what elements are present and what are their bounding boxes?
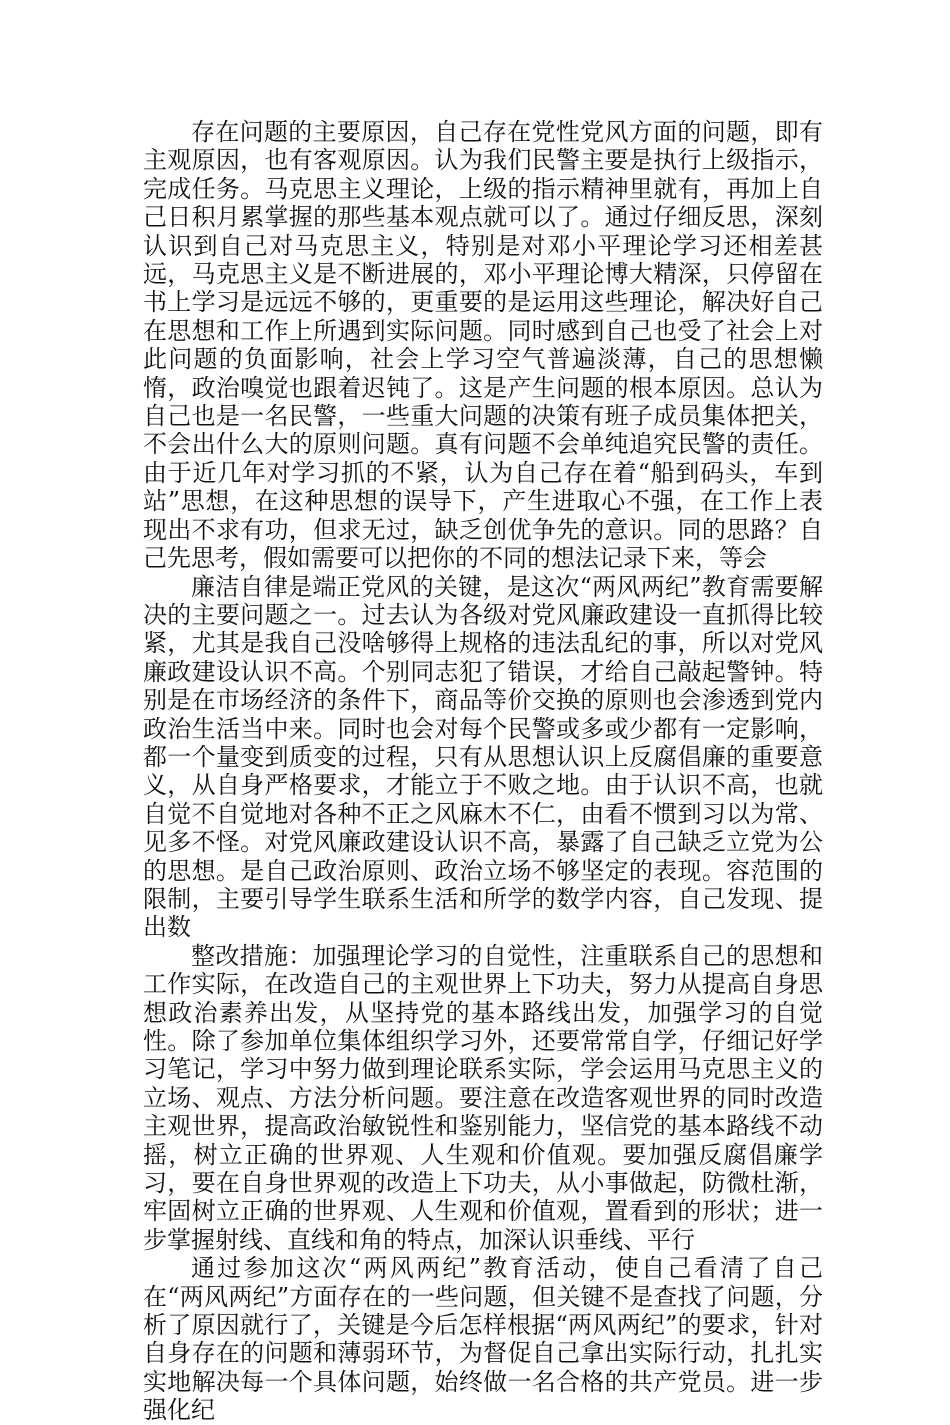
paragraph-causes: 存在问题的主要原因，自己存在党性党风方面的问题，即有主观原因，也有客观原因。认为我们民警主要是执行上级指示，完成任务。马克思主义理论，上级的指示精神里就有，再加上自己日积月累掌握的那些基本观点就可以了。通过仔细反思，深刻认识到自己对马克思主义，特别是对邓小平理论学习还相差甚远，马克思主义是不断进展的，邓小平理论博大精深，只停留在书上学习是远远不够的，更重要的是运用这些理论，解决好自己在思想和工作上所遇到实际问题。同时感到自己也受了社会上对此问题的负面影响，社会上学习空气普遍淡薄，自己的思想懒惰，政治嗅觉也跟着迟钝了。这是产生问题的根本原因。总认为自己也是一名民警，一些重大问题的决策有班子成员集体把关，不会出什么大的原则问题。真有问题不会单纯追究民警的责任。由于近几年对学习抓的不紧，认为自己存在着“船到码头，车到站”思想，在这种思想的误导下，产生进取心不强，在工作上表现出不求有功，但求无过，缺乏创优争先的意识。同的思路？自己先思考，假如需要可以把你的不同的想法记录下来，等会 xyxy=(143,118,823,573)
paragraph-rectification: 整改措施：加强理论学习的自觉性，注重联系自己的思想和工作实际，在改造自己的主观世界上下功夫，努力从提高自身思想政治素养出发，从坚持党的基本路线出发，加强学习的自觉性。除了参加单位集体组织学习外，还要常常自学，仔细记好学习笔记，学习中努力做到理论联系实际，学会运用马克思主义的立场、观点、方法分析问题。要注意在改造客观世界的同时改造主观世界，提高政治敏锐性和鉴别能力，坚信党的基本路线不动摇，树立正确的世界观、人生观和价值观。要加强反腐倡廉学习，要在自身世界观的改造上下功夫，从小事做起，防微杜渐，牢固树立正确的世界观、人生观和价值观，置看到的形状；进一步掌握射线、直线和角的特点，加深认识垂线、平行 xyxy=(143,941,823,1254)
document-body xyxy=(143,118,823,1425)
paragraph-conclusion: 通过参加这次“两风两纪”教育活动，使自己看清了自己在“两风两纪”方面存在的一些问题，但关键不是查找了问题，分析了原因就行了，关键是今后怎样根据“两风两纪”的要求，针对自身存在的问题和薄弱环节，为督促自己拿出实际行动，扎扎实实地解决每一个具体问题，始终做一名合格的共产党员。进一步强化纪 xyxy=(143,1254,823,1425)
paragraph-integrity: 廉洁自律是端正党风的关键，是这次“两风两纪”教育需要解决的主要问题之一。过去认为各级对党风廉政建设一直抓得比较紧，尤其是我自己没啥够得上规格的违法乱纪的事，所以对党风廉政建设认识不高。个别同志犯了错误，才给自己敲起警钟。特别是在市场经济的条件下，商品等价交换的原则也会渗透到党内政治生活当中来。同时也会对每个民警或多或少都有一定影响，都一个量变到质变的过程，只有从思想认识上反腐倡廉的重要意义，从自身严格要求，才能立于不败之地。由于认识不高，也就自觉不自觉地对各种不正之风麻木不仁，由看不惯到习以为常、见多不怪。对党风廉政建设认识不高，暴露了自己缺乏立党为公的思想。是自己政治原则、政治立场不够坚定的表现。容范围的限制，主要引导学生联系生活和所学的数学内容，自己发现、提出数 xyxy=(143,572,823,942)
